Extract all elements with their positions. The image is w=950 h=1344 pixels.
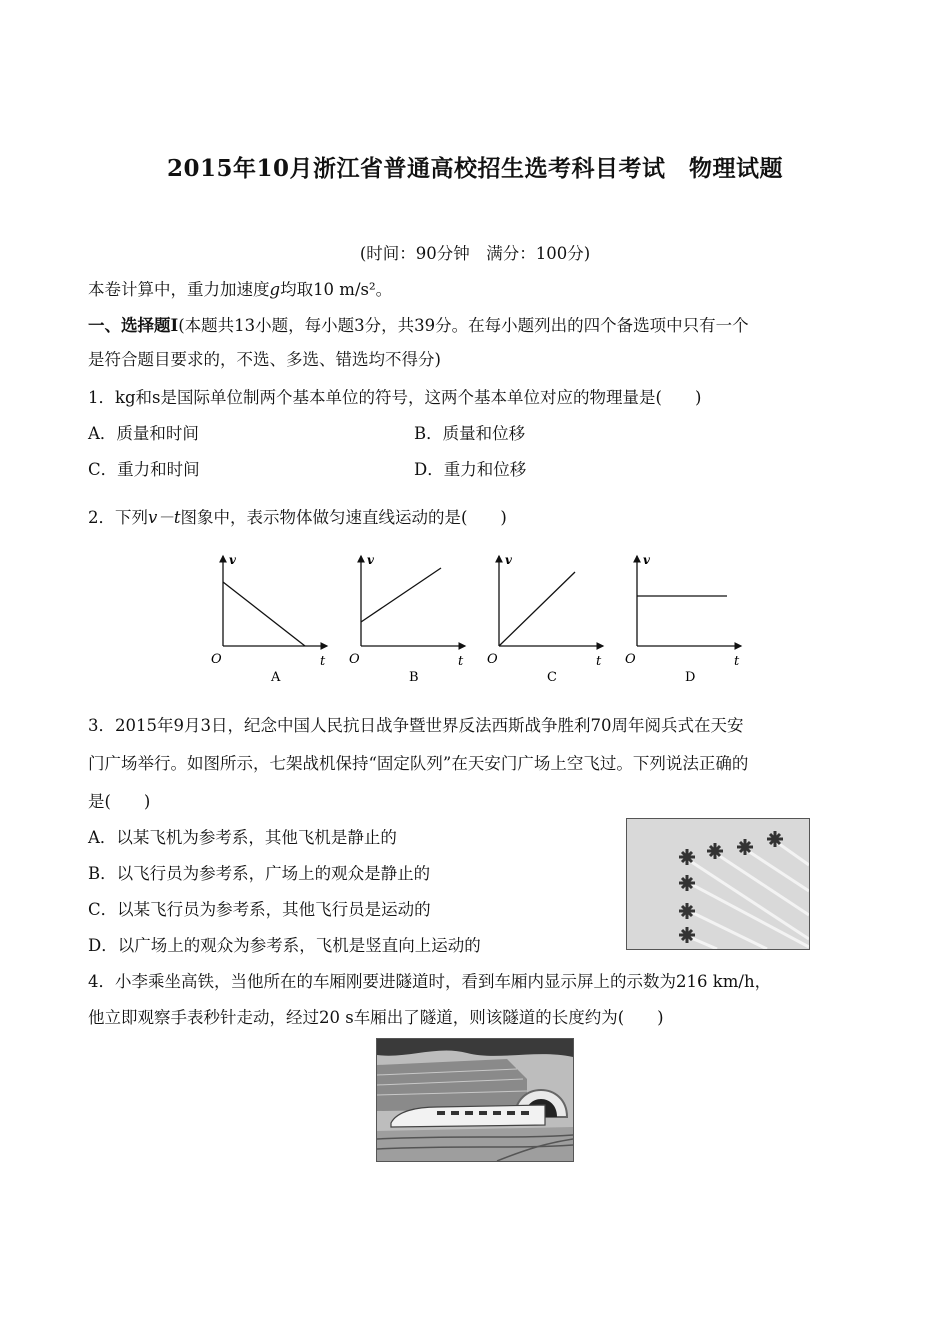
graph-d-caption: D [685, 670, 696, 685]
graph-a-origin: O [211, 652, 222, 667]
graph-d-origin: O [625, 652, 636, 667]
graph-c-v-label: v [505, 553, 512, 567]
q4-stem-1: 4．小李乘坐高铁，当他所在的车厢刚要进隧道时，看到车厢内显示屏上的示数为216 km/h， [88, 972, 772, 991]
q1-stem: 1．kg和s是国际单位制两个基本单位的符号，这两个基本单位对应的物理量是( ) [88, 388, 702, 407]
q2-graphs [205, 548, 765, 688]
gravity-symbol: g [269, 280, 281, 299]
q2-stem-prefix: 2．下列 [88, 508, 148, 527]
q2-stem [88, 504, 507, 528]
q3-option-a: A．以某飞机为参考系，其他飞机是静止的 [88, 828, 397, 847]
q3-option-d: D．以广场上的观众为参考系，飞机是竖直向上运动的 [88, 936, 481, 955]
graph-d-v-label: v [643, 553, 650, 567]
q3-option-c: C．以某飞行员为参考系，其他飞行员是运动的 [88, 900, 431, 919]
graph-a-t-label: t [320, 654, 326, 669]
graph-b-v-label: v [367, 553, 374, 567]
q4-stem-2: 他立即观察手表秒针走动，经过20 s车厢出了隧道，则该隧道的长度约为( ) [88, 1008, 664, 1027]
graph-b-line [361, 568, 441, 622]
page-title: 2015年10月浙江省普通高校招生选考科目考试 物理试题 [166, 155, 784, 182]
q3-option-b: B．以飞行员为参考系，广场上的观众是静止的 [88, 864, 431, 883]
graph-c [487, 553, 603, 685]
q1-option-b: B．质量和位移 [414, 424, 526, 443]
q3-jets-photo [626, 818, 810, 950]
graph-a-line [223, 582, 305, 646]
gravity-note [88, 276, 392, 300]
q4-train-photo [376, 1038, 574, 1162]
section1-instructions-2: 是符合题目要求的，不选、多选、错选均不得分) [88, 350, 441, 369]
q1-option-c: C．重力和时间 [88, 460, 200, 479]
q2-stem-var: v－t [148, 508, 181, 527]
section1-instructions-1: (本题共13小题，每小题3分，共39分。在每小题列出的四个备选项中只有一个 [178, 316, 749, 335]
q2-stem-suffix: 图象中，表示物体做匀速直线运动的是( ) [180, 508, 507, 527]
time-info: (时间：90分钟 满分：100分) [359, 244, 591, 263]
q3-stem-3: 是( ) [88, 792, 151, 811]
graph-a-v-label: v [229, 553, 236, 567]
graph-a [211, 553, 327, 685]
gravity-note-prefix: 本卷计算中，重力加速度 [88, 280, 270, 299]
graph-a-caption: A [271, 670, 281, 685]
graph-c-origin: O [487, 652, 498, 667]
graph-b-t-label: t [458, 654, 464, 669]
graph-d [625, 553, 741, 685]
section1-line1 [88, 312, 749, 336]
graph-b-caption: B [409, 670, 419, 685]
q3-stem-2: 门广场举行。如图所示，七架战机保持“固定队列”在天安门广场上空飞过。下列说法正确的 [88, 754, 749, 773]
graph-c-t-label: t [596, 654, 602, 669]
q1-option-d: D．重力和位移 [414, 460, 527, 479]
q3-stem-1: 3．2015年9月3日，纪念中国人民抗日战争暨世界反法西斯战争胜利70周年阅兵式在天安 [88, 716, 744, 735]
graph-d-t-label: t [734, 654, 740, 669]
graph-b-origin: O [349, 652, 360, 667]
graph-c-caption: C [547, 670, 557, 685]
q1-option-a: A．质量和时间 [88, 424, 199, 443]
gravity-note-suffix: 均取10 m/s²。 [280, 280, 393, 299]
section1-heading: 一、选择题Ⅰ [88, 316, 179, 335]
graph-b [349, 553, 465, 685]
graph-c-line [499, 572, 575, 646]
